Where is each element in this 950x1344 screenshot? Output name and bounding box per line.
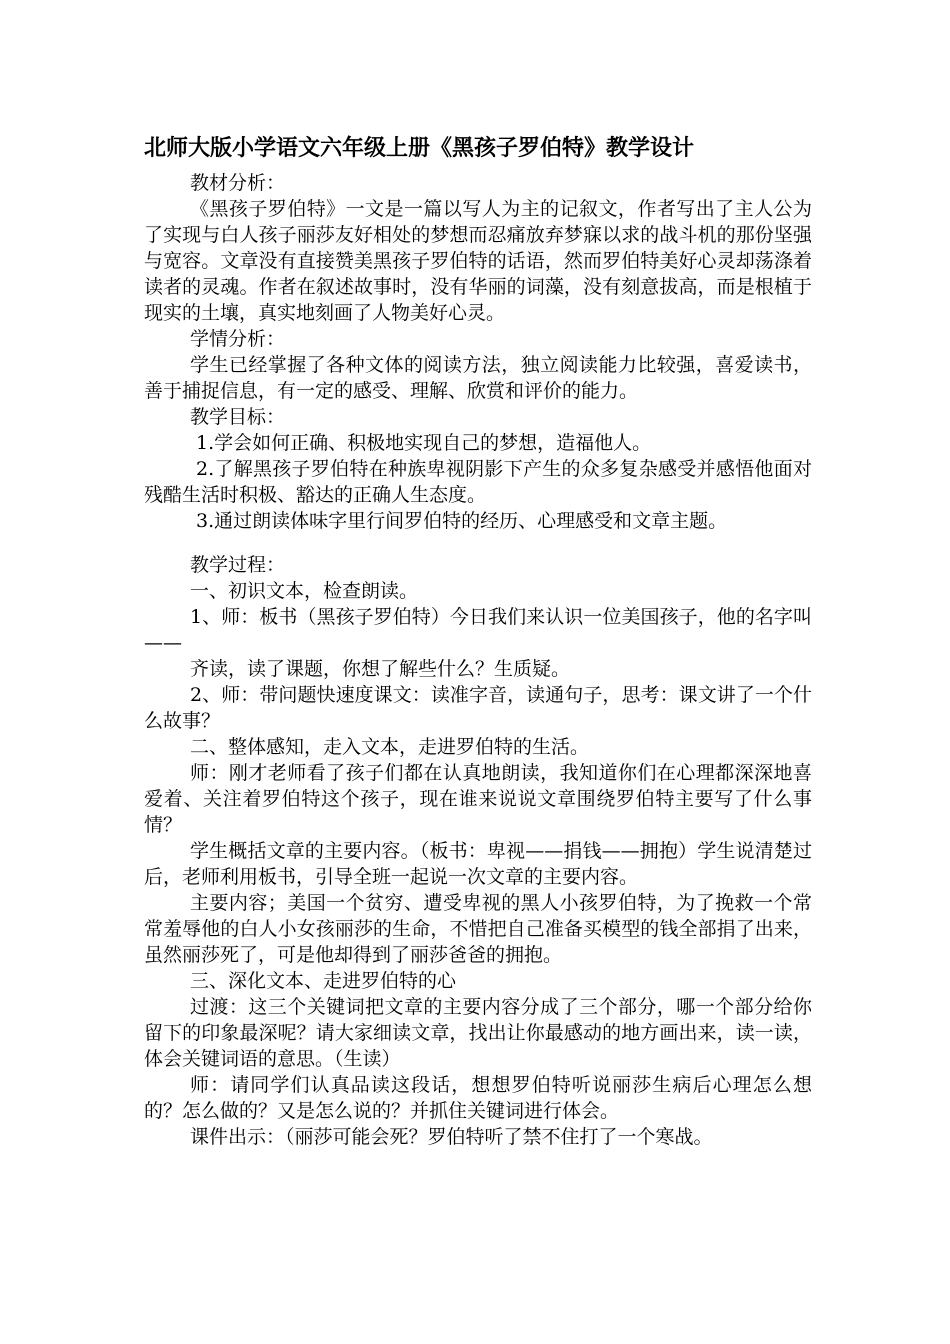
paragraph-process-5: 学生概括文章的主要内容。（板书：卑视——捐钱——拥抱）学生说清楚过后，老师利用板书，引导全班一起说一次文章的主要内容。 — [144, 840, 812, 888]
heading-textbook-analysis: 教材分析： — [190, 172, 286, 194]
paragraph-teacher-prompt: 师：请同学们认真品读这段话，想想罗伯特听说丽莎生病后心理怎么想的？怎么做的？又是怎么说的？并抓住关键词进行体会。 — [144, 1074, 812, 1122]
document-title: 北师大版小学语文六年级上册《黑孩子罗伯特》教学设计 — [144, 136, 695, 161]
section-heading-2: 二、整体感知，走入文本，走进罗伯特的生活。 — [190, 736, 590, 758]
section-heading-1: 一、初识文本，检查朗读。 — [190, 580, 419, 602]
section-heading-3: 三、深化文本、走进罗伯特的心 — [190, 970, 457, 992]
goal-item-3: 3.通过朗读体味字里行间罗伯特的经历、心理感受和文章主题。 — [196, 510, 728, 532]
paragraph-transition: 过渡：这三个关键词把文章的主要内容分成了三个部分，哪一个部分给你留下的印象最深呢？请大家细读文章，找出让你最感动的地方画出来，读一读，体会关键词语的意思。（生读） — [144, 996, 812, 1070]
heading-teaching-goals: 教学目标： — [190, 406, 286, 428]
heading-teaching-process: 教学过程： — [190, 554, 286, 576]
paragraph-courseware: 课件出示：（丽莎可能会死？罗伯特听了禁不住打了一个寒战。 — [190, 1126, 713, 1148]
paragraph-student-analysis: 学生已经掌握了各种文体的阅读方法，独立阅读能力比较强，喜爱读书，善于捕捉信息，有一定的感受、理解、欣赏和评价的能力。 — [144, 354, 812, 402]
goal-item-2: 2.了解黑孩子罗伯特在种族卑视阴影下产生的众多复杂感受并感悟他面对残酷生活时积极、豁达的正确人生态度。 — [144, 458, 812, 506]
paragraph-process-3: 2、师：带问题快速度课文：读准字音，读通句子，思考：课文讲了一个什么故事？ — [144, 684, 812, 732]
paragraph-process-1: 1、师：板书（黑孩子罗伯特）今日我们来认识一位美国孩子，他的名字叫—— — [144, 606, 812, 654]
paragraph-process-2: 齐读，读了课题，你想了解些什么？生质疑。 — [190, 658, 571, 680]
heading-student-analysis: 学情分析： — [190, 328, 286, 350]
section-gap — [144, 534, 812, 552]
goal-item-1: 1.学会如何正确、积极地实现自己的梦想，造福他人。 — [196, 432, 652, 454]
paragraph-process-4: 师：刚才老师看了孩子们都在认真地朗读，我知道你们在心理都深深地喜爱着、关注着罗伯特这个孩子，现在谁来说说文章围绕罗伯特主要写了什么事情？ — [144, 762, 812, 836]
paragraph-textbook-analysis: 《黑孩子罗伯特》一文是一篇以写人为主的记叙文，作者写出了主人公为了实现与白人孩子丽莎友好相处的梦想而忍痛放弃梦寐以求的战斗机的那份坚强与宽容。文章没有直接赞美黑孩子罗伯特的话语，然而罗伯特美好心灵却荡涤着读者的灵魂。作者在叙述故事时，没有华丽的词藻，没有刻意拔高，而是根植于现实的土壤，真实地刻画了人物美好心灵。 — [144, 198, 812, 324]
paragraph-main-content: 主要内容；美国一个贫穷、遭受卑视的黑人小孩罗伯特，为了挽救一个常常羞辱他的白人小女孩丽莎的生命，不惜把自己准备买模型的钱全部捐了出来，虽然丽莎死了，可是他却得到了丽莎爸爸的拥抱。 — [144, 892, 812, 966]
document-page — [144, 132, 812, 1150]
